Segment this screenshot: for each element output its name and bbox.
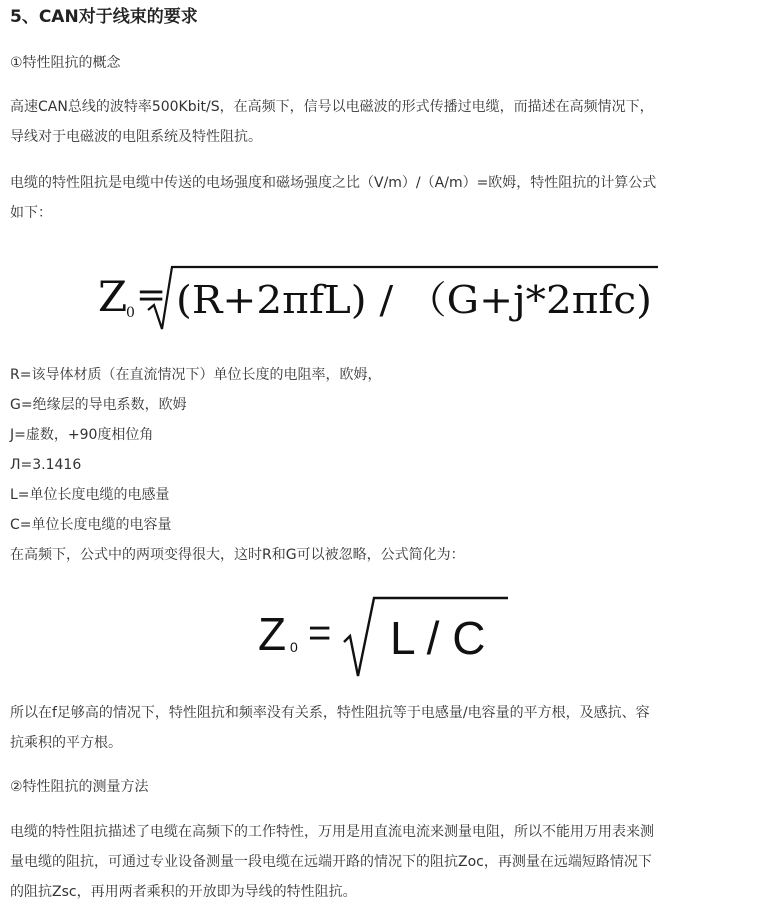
subsection-title-impedance-concept: ①特性阻抗的概念	[10, 55, 121, 71]
paragraph-line: 如下：	[10, 205, 52, 221]
formula-subscript: 0	[290, 639, 298, 655]
definition-r: R=该导体材质（在直流情况下）单位长度的电阻率，欧姆，	[10, 367, 382, 383]
impedance-formula-simplified	[250, 590, 520, 685]
formula-radicand: L / C	[390, 612, 486, 664]
formula-equals: =	[136, 275, 167, 316]
paragraph-line: 所以在f足够高的情况下，特性阻抗和频率没有关系，特性阻抗等于电感量/电容量的平方根，及感抗、容	[10, 705, 650, 721]
paragraph-line: 电缆的特性阻抗是电缆中传送的电场强度和磁场强度之比（V/m）/（A/m）=欧姆，特性阻抗的计算公式	[10, 175, 657, 191]
paragraph-line: 量电缆的阻抗，可通过专业设备测量一段电缆在远端开路的情况下的阻抗Zoc，再测量在远端短路情况下	[10, 854, 652, 870]
paragraph-line: 电缆的特性阻抗描述了电缆在高频下的工作特性，万用是用直流电流来测量电阻，所以不能用万用表来测	[10, 824, 654, 840]
definition-j: J=虚数，+90度相位角	[10, 427, 154, 443]
formula-lhs: Z	[258, 608, 287, 660]
paragraph-line: 导线对于电磁波的电阻系统及特性阻抗。	[10, 129, 262, 145]
paragraph-line: 高速CAN总线的波特率500Kbit/S，在高频下，信号以电磁波的形式传播过电缆，而描述在高频情况下，	[10, 99, 654, 115]
definition-g: G=绝缘层的导电系数，欧姆	[10, 397, 187, 413]
definition-l: L=单位长度电缆的电感量	[10, 487, 170, 503]
formula-subscript: 0	[126, 305, 135, 321]
section-heading: 5、CAN对于线束的要求	[10, 7, 198, 27]
definition-pi: Л=3.1416	[10, 457, 82, 473]
impedance-formula-full	[90, 255, 690, 335]
subsection-title-measurement: ②特性阻抗的测量方法	[10, 779, 149, 795]
definition-c: C=单位长度电缆的电容量	[10, 517, 172, 533]
paragraph-line: 抗乘积的平方根。	[10, 735, 122, 751]
formula-equals: =	[308, 611, 332, 655]
formula-lhs: Z	[98, 272, 128, 321]
formula-radicand: (R+2πfL) / （G+j*2πfc)	[176, 278, 652, 322]
simplification-note: 在高频下，公式中的两项变得很大，这时R和G可以被忽略，公式简化为：	[10, 547, 465, 563]
paragraph-line: 的阻抗Zsc，再用两者乘积的开放即为导线的特性阻抗。	[10, 884, 357, 900]
